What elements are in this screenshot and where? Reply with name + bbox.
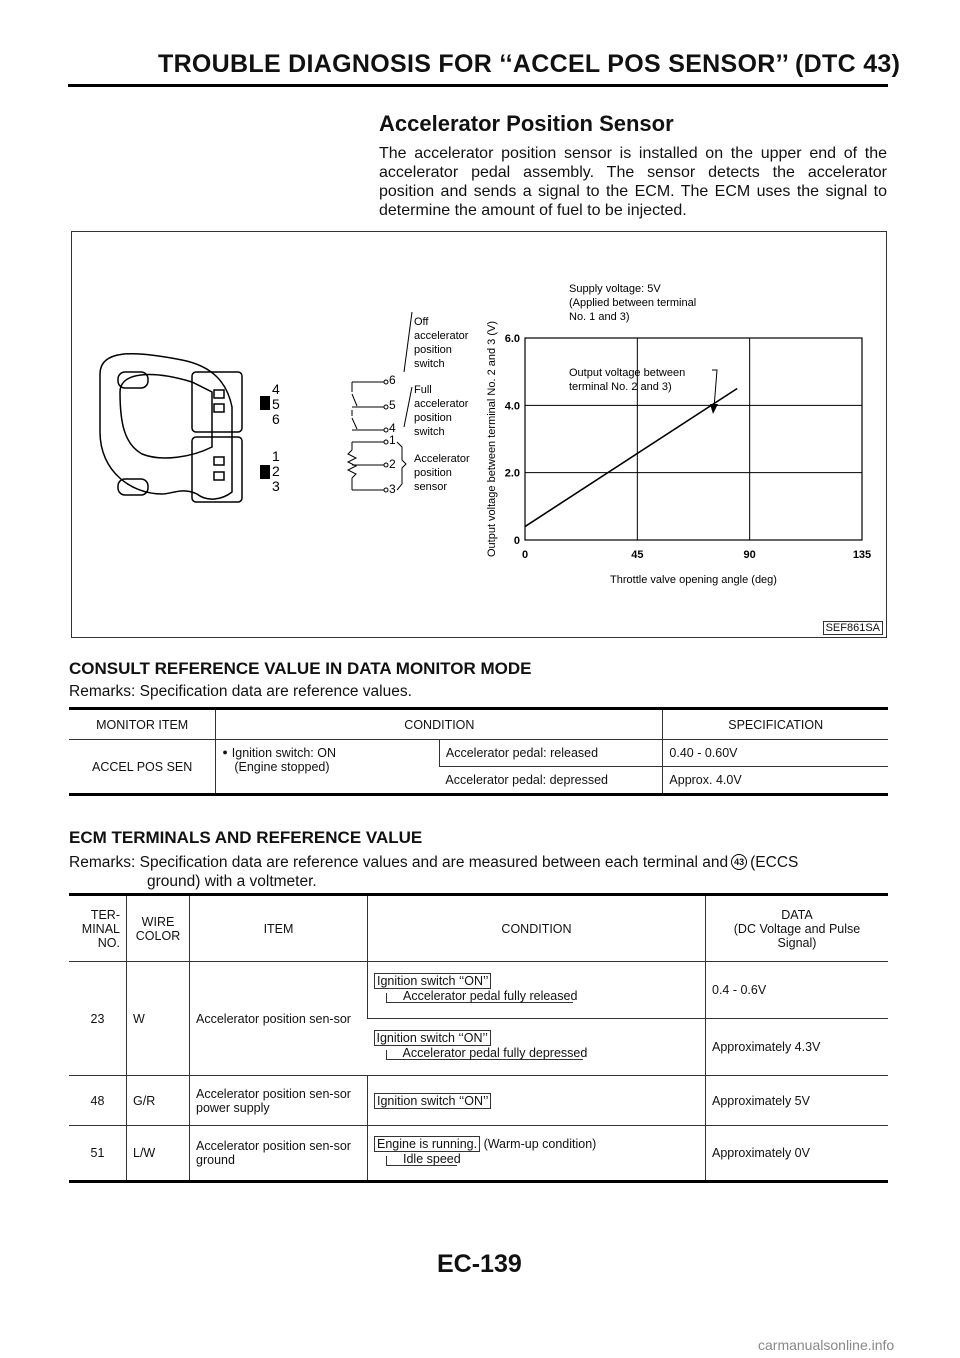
sensor-l1: Accelerator xyxy=(414,453,470,465)
ecm-data-51: Approximately 0V xyxy=(706,1126,889,1182)
terminal-3: 3 xyxy=(389,482,396,496)
ecm-cond-23a: Ignition switch ‘‘ON’’ Accelerator pedal fully released xyxy=(368,962,706,1019)
x-tick-label: 90 xyxy=(743,549,756,561)
off-switch-l3: position xyxy=(414,344,452,356)
voltage-chart xyxy=(486,321,871,586)
ecm-header-data: DATA (DC Voltage and Pulse Signal) xyxy=(706,895,889,962)
consult-remarks: Remarks: Specification data are reference values. xyxy=(69,683,412,700)
ecm-data-23b: Approximately 4.3V xyxy=(706,1019,889,1076)
ecm-cond-51: Engine is running. (Warm-up condition) Idle speed xyxy=(368,1126,706,1182)
off-switch-l4: switch xyxy=(414,358,445,370)
ecm-terminal-23: 23 xyxy=(69,962,127,1076)
off-switch-l2: accelerator xyxy=(414,330,469,342)
ecm-cond-23b: Ignition switch ‘‘ON’’ Accelerator pedal fully depressed xyxy=(368,1019,706,1076)
full-switch-l3: position xyxy=(414,412,452,424)
terminal-5: 5 xyxy=(389,398,396,412)
consult-spec-depressed: Approx. 4.0V xyxy=(663,767,888,795)
ecm-terminal-51: 51 xyxy=(69,1126,127,1182)
full-switch-l4: switch xyxy=(414,426,445,438)
ecm-wire-23: W xyxy=(127,962,190,1076)
connector-marker-lower xyxy=(260,465,270,479)
consult-condition: ● Ignition switch: ON (Engine stopped) xyxy=(216,740,440,795)
ecm-wire-51: L/W xyxy=(127,1126,190,1182)
x-axis-label: Throttle valve opening angle (deg) xyxy=(610,574,777,586)
series-line xyxy=(525,389,737,527)
ecm-item-51: Accelerator position sen-sor ground xyxy=(190,1126,368,1182)
switch-schematic xyxy=(348,312,412,492)
ecm-data-23a: 0.4 - 0.6V xyxy=(706,962,889,1019)
ecm-header-wire: WIRE COLOR xyxy=(127,895,190,962)
page-number: EC-139 xyxy=(437,1250,522,1278)
supply-note-l2: (Applied between terminal xyxy=(569,297,697,309)
consult-table xyxy=(69,707,888,796)
consult-item: ACCEL POS SEN xyxy=(69,740,216,795)
terminal-1: 1 xyxy=(389,433,396,447)
consult-state-depressed: Accelerator pedal: depressed xyxy=(439,767,663,795)
full-switch-l2: accelerator xyxy=(414,398,469,410)
ecm-table xyxy=(69,893,888,1183)
consult-header-condition: CONDITION xyxy=(216,709,663,740)
ecm-item-23: Accelerator position sen-sor xyxy=(190,962,368,1076)
terminal-2: 2 xyxy=(389,457,396,471)
consult-title: CONSULT REFERENCE VALUE IN DATA MONITOR MODE xyxy=(69,659,532,678)
header-rule xyxy=(68,84,888,87)
ecm-wire-48: G/R xyxy=(127,1076,190,1126)
section-title: Accelerator Position Sensor xyxy=(379,111,674,136)
y-tick-label: 2.0 xyxy=(504,467,520,480)
conn-lower-3: 3 xyxy=(272,478,280,494)
output-note-l2: terminal No. 2 and 3) xyxy=(569,381,672,393)
conn-upper-2: 5 xyxy=(272,396,280,412)
ecm-terminal-48: 48 xyxy=(69,1076,127,1126)
conn-lower-1: 1 xyxy=(272,448,280,464)
y-tick-label: 6.0 xyxy=(504,333,520,345)
sensor-l2: position xyxy=(414,467,452,479)
x-tick-label: 45 xyxy=(631,549,644,561)
ecm-remarks: Remarks: Specification data are reference values and are measured between each terminal and 43 (ECCS ground) with a voltmeter. xyxy=(69,854,799,890)
sensor-figure xyxy=(71,231,887,638)
conn-lower-2: 2 xyxy=(272,463,280,479)
y-axis-label: Output voltage between terminal No. 2 and 3 (V) xyxy=(486,320,498,558)
full-switch-l1: Full xyxy=(414,384,432,396)
sensor-diagram xyxy=(72,232,888,639)
x-tick-label: 0 xyxy=(521,549,529,561)
ground-symbol: 43 xyxy=(731,854,747,870)
connector-marker-upper xyxy=(260,396,270,410)
y-tick-label: 0 xyxy=(513,535,520,547)
consult-header-spec: SPECIFICATION xyxy=(663,709,888,740)
consult-state-released: Accelerator pedal: released xyxy=(439,740,663,767)
y-tick-label: 4.0 xyxy=(504,400,520,413)
watermark: carmanualsonline.info xyxy=(758,1337,895,1353)
supply-note-l3: No. 1 and 3) xyxy=(569,311,630,323)
off-switch-l1: Off xyxy=(414,316,429,328)
ecm-title: ECM TERMINALS AND REFERENCE VALUE xyxy=(69,828,423,847)
terminal-6: 6 xyxy=(389,373,396,387)
conn-upper-1: 4 xyxy=(272,381,280,397)
page-header: TROUBLE DIAGNOSIS FOR ‘‘ACCEL POS SENSOR’’ (DTC 43) xyxy=(158,50,901,78)
section-intro: The accelerator position sensor is installed on the upper end of the accelerator pedal assembly. The sensor detects the accelerator position and sends a signal to the ECM. The ECM uses the signal to determine the amount of fuel to be injected. xyxy=(379,145,887,219)
ecm-header-condition: CONDITION xyxy=(368,895,706,962)
ecm-cond-48: Ignition switch ‘‘ON’’ xyxy=(368,1076,706,1126)
x-tick-label: 135 xyxy=(852,549,872,561)
consult-spec-released: 0.40 - 0.60V xyxy=(663,740,888,767)
conn-upper-3: 6 xyxy=(272,411,280,427)
sensor-l3: sensor xyxy=(414,481,448,493)
ecm-item-48: Accelerator position sen-sor power supply xyxy=(190,1076,368,1126)
figure-id: SEF861SA xyxy=(823,621,883,635)
sensor-body xyxy=(100,354,242,502)
consult-header-item: MONITOR ITEM xyxy=(69,709,216,740)
ecm-header-terminal: TER- MINAL NO. xyxy=(69,895,127,962)
supply-note-l1: Supply voltage: 5V xyxy=(569,283,661,295)
ecm-data-48: Approximately 5V xyxy=(706,1076,889,1126)
terminal-4: 4 xyxy=(389,421,396,435)
annotation-arrowhead xyxy=(710,404,718,414)
ecm-header-item: ITEM xyxy=(190,895,368,962)
output-note-l1: Output voltage between xyxy=(569,367,686,379)
